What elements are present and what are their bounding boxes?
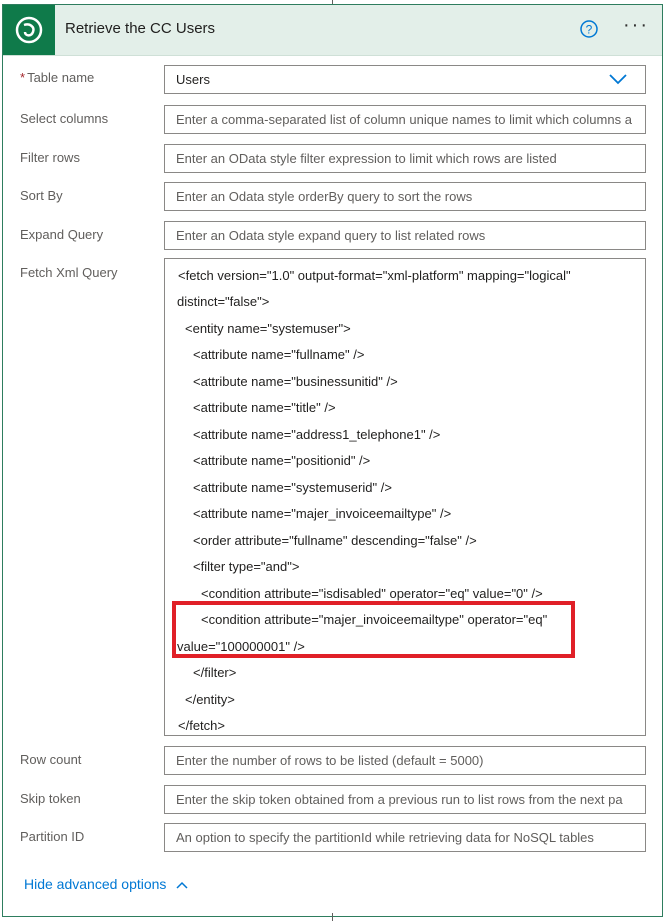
row-count-input[interactable]: Enter the number of rows to be listed (default = 5000) <box>164 746 646 775</box>
table-name-dropdown[interactable] <box>164 65 646 94</box>
expand-query-input[interactable]: Enter an Odata style expand query to list related rows <box>164 221 646 250</box>
xml-line: <condition attribute="majer_invoiceemailtype" operator="eq" <box>201 612 548 627</box>
xml-line: <attribute name="businessunitid" /> <box>193 374 398 389</box>
card-title[interactable]: Retrieve the CC Users <box>65 20 216 37</box>
table-name-label-text: Table name <box>27 70 95 85</box>
chevron-up-icon <box>176 881 188 889</box>
xml-line: <entity name="systemuser"> <box>185 321 351 336</box>
xml-line: <filter type="and"> <box>193 559 300 574</box>
filter-rows-label: Filter rows <box>20 150 80 165</box>
fetch-xml-textarea[interactable] <box>164 258 646 736</box>
fetch-xml-label: Fetch Xml Query <box>20 265 118 280</box>
xml-line: </filter> <box>193 665 237 680</box>
xml-line: <fetch version="1.0" output-format="xml-platform" mapping="logical" <box>178 268 571 283</box>
chevron-down-icon[interactable] <box>609 74 627 85</box>
card-header[interactable] <box>3 5 662 56</box>
connector-line-bottom <box>332 913 333 921</box>
sort-by-label: Sort By <box>20 188 63 203</box>
table-name-value: Users <box>176 72 210 87</box>
select-columns-label: Select columns <box>20 111 109 126</box>
xml-line: distinct="false"> <box>177 294 270 309</box>
partition-id-input[interactable]: An option to specify the partitionId while retrieving data for NoSQL tables <box>164 823 646 852</box>
select-columns-input[interactable]: Enter a comma-separated list of column unique names to limit which columns a <box>164 105 646 134</box>
skip-token-input[interactable]: Enter the skip token obtained from a previous run to list rows from the next pa <box>164 785 646 814</box>
xml-line: <attribute name="fullname" /> <box>193 347 365 362</box>
skip-token-label: Skip token <box>20 791 81 806</box>
hide-advanced-options-label: Hide advanced options <box>24 876 167 892</box>
xml-line: <order attribute="fullname" descending="false" /> <box>193 533 477 548</box>
xml-line: <condition attribute="isdisabled" operator="eq" value="0" /> <box>201 586 543 601</box>
required-marker: * <box>20 70 26 85</box>
question-circle-icon[interactable] <box>579 19 599 39</box>
xml-line: <attribute name="address1_telephone1" /> <box>193 427 441 442</box>
xml-line: value="100000001" /> <box>177 639 305 654</box>
row-count-label: Row count <box>20 752 82 767</box>
xml-line: </entity> <box>185 692 235 707</box>
xml-line: <attribute name="title" /> <box>193 400 336 415</box>
expand-query-label: Expand Query <box>20 227 104 242</box>
xml-line: <attribute name="systemuserid" /> <box>193 480 392 495</box>
xml-line: </fetch> <box>178 718 225 733</box>
xml-line: <attribute name="positionid" /> <box>193 453 371 468</box>
table-name-label <box>20 70 94 85</box>
xml-line: <attribute name="majer_invoiceemailtype" /> <box>193 506 452 521</box>
filter-rows-input[interactable]: Enter an OData style filter expression to limit which rows are listed <box>164 144 646 173</box>
partition-id-label: Partition ID <box>20 829 85 844</box>
dataverse-icon <box>3 5 55 55</box>
action-card <box>2 4 663 917</box>
svg-text:?: ? <box>585 22 593 37</box>
highlight-box <box>172 601 575 658</box>
ellipsis-icon[interactable]: ··· <box>623 14 649 36</box>
sort-by-input[interactable]: Enter an Odata style orderBy query to sort the rows <box>164 182 646 211</box>
hide-advanced-options-link[interactable] <box>24 876 188 892</box>
